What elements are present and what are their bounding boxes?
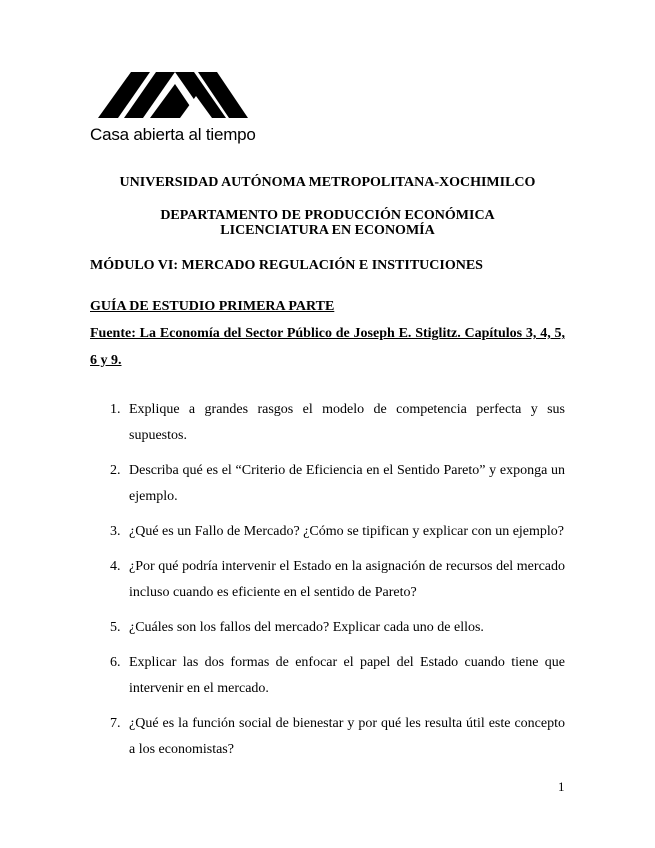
question-list xyxy=(90,397,565,772)
question-text: ¿Por qué podría intervenir el Estado en la asignación de recursos del mercado incluso cuando es eficiente en el sentido de Pareto? xyxy=(129,559,565,600)
list-item xyxy=(90,650,565,702)
list-item xyxy=(90,519,565,545)
question-number: 1. xyxy=(110,402,121,417)
question-number: 7. xyxy=(110,716,121,731)
degree-name: LICENCIATURA EN ECONOMÍA xyxy=(220,223,435,238)
question-text: ¿Cuáles son los fallos del mercado? Explicar cada uno de ellos. xyxy=(129,620,484,635)
list-item xyxy=(90,711,565,763)
guide-title: GUÍA DE ESTUDIO PRIMERA PARTE xyxy=(90,299,335,314)
question-number: 2. xyxy=(110,463,121,478)
question-text: ¿Qué es un Fallo de Mercado? ¿Cómo se tipifican y explicar con un ejemplo? xyxy=(129,524,565,539)
list-item xyxy=(90,397,565,449)
list-item xyxy=(90,615,565,641)
uam-logo-mark-icon xyxy=(98,72,248,118)
department-name: DEPARTAMENTO DE PRODUCCIÓN ECONÓMICA xyxy=(160,208,495,223)
question-text: Explicar las dos formas de enfocar el papel del Estado cuando tiene que intervenir en el mercado. xyxy=(129,655,565,696)
page-number: 1 xyxy=(558,779,565,794)
list-item xyxy=(90,554,565,606)
question-number: 4. xyxy=(110,559,121,574)
university-name: UNIVERSIDAD AUTÓNOMA METROPOLITANA-XOCHIMILCO xyxy=(119,175,536,190)
question-number: 6. xyxy=(110,655,121,670)
list-item xyxy=(90,458,565,510)
logo-tagline: Casa abierta al tiempo xyxy=(90,125,256,144)
question-number: 5. xyxy=(110,620,121,635)
source-reference: Fuente: La Economía del Sector Público de Joseph E. Stiglitz. Capítulos 3, 4, 5, 6 y 9. xyxy=(90,326,565,368)
question-text: ¿Qué es la función social de bienestar y por qué les resulta útil este concepto a los economistas? xyxy=(129,716,565,757)
question-text: Describa qué es el “Criterio de Eficiencia en el Sentido Pareto” y exponga un ejemplo. xyxy=(129,463,565,504)
module-title: MÓDULO VI: MERCADO REGULACIÓN E INSTITUCIONES xyxy=(90,258,483,273)
question-text: Explique a grandes rasgos el modelo de competencia perfecta y sus supuestos. xyxy=(129,402,565,443)
question-number: 3. xyxy=(110,524,121,539)
uam-logo xyxy=(90,72,255,144)
